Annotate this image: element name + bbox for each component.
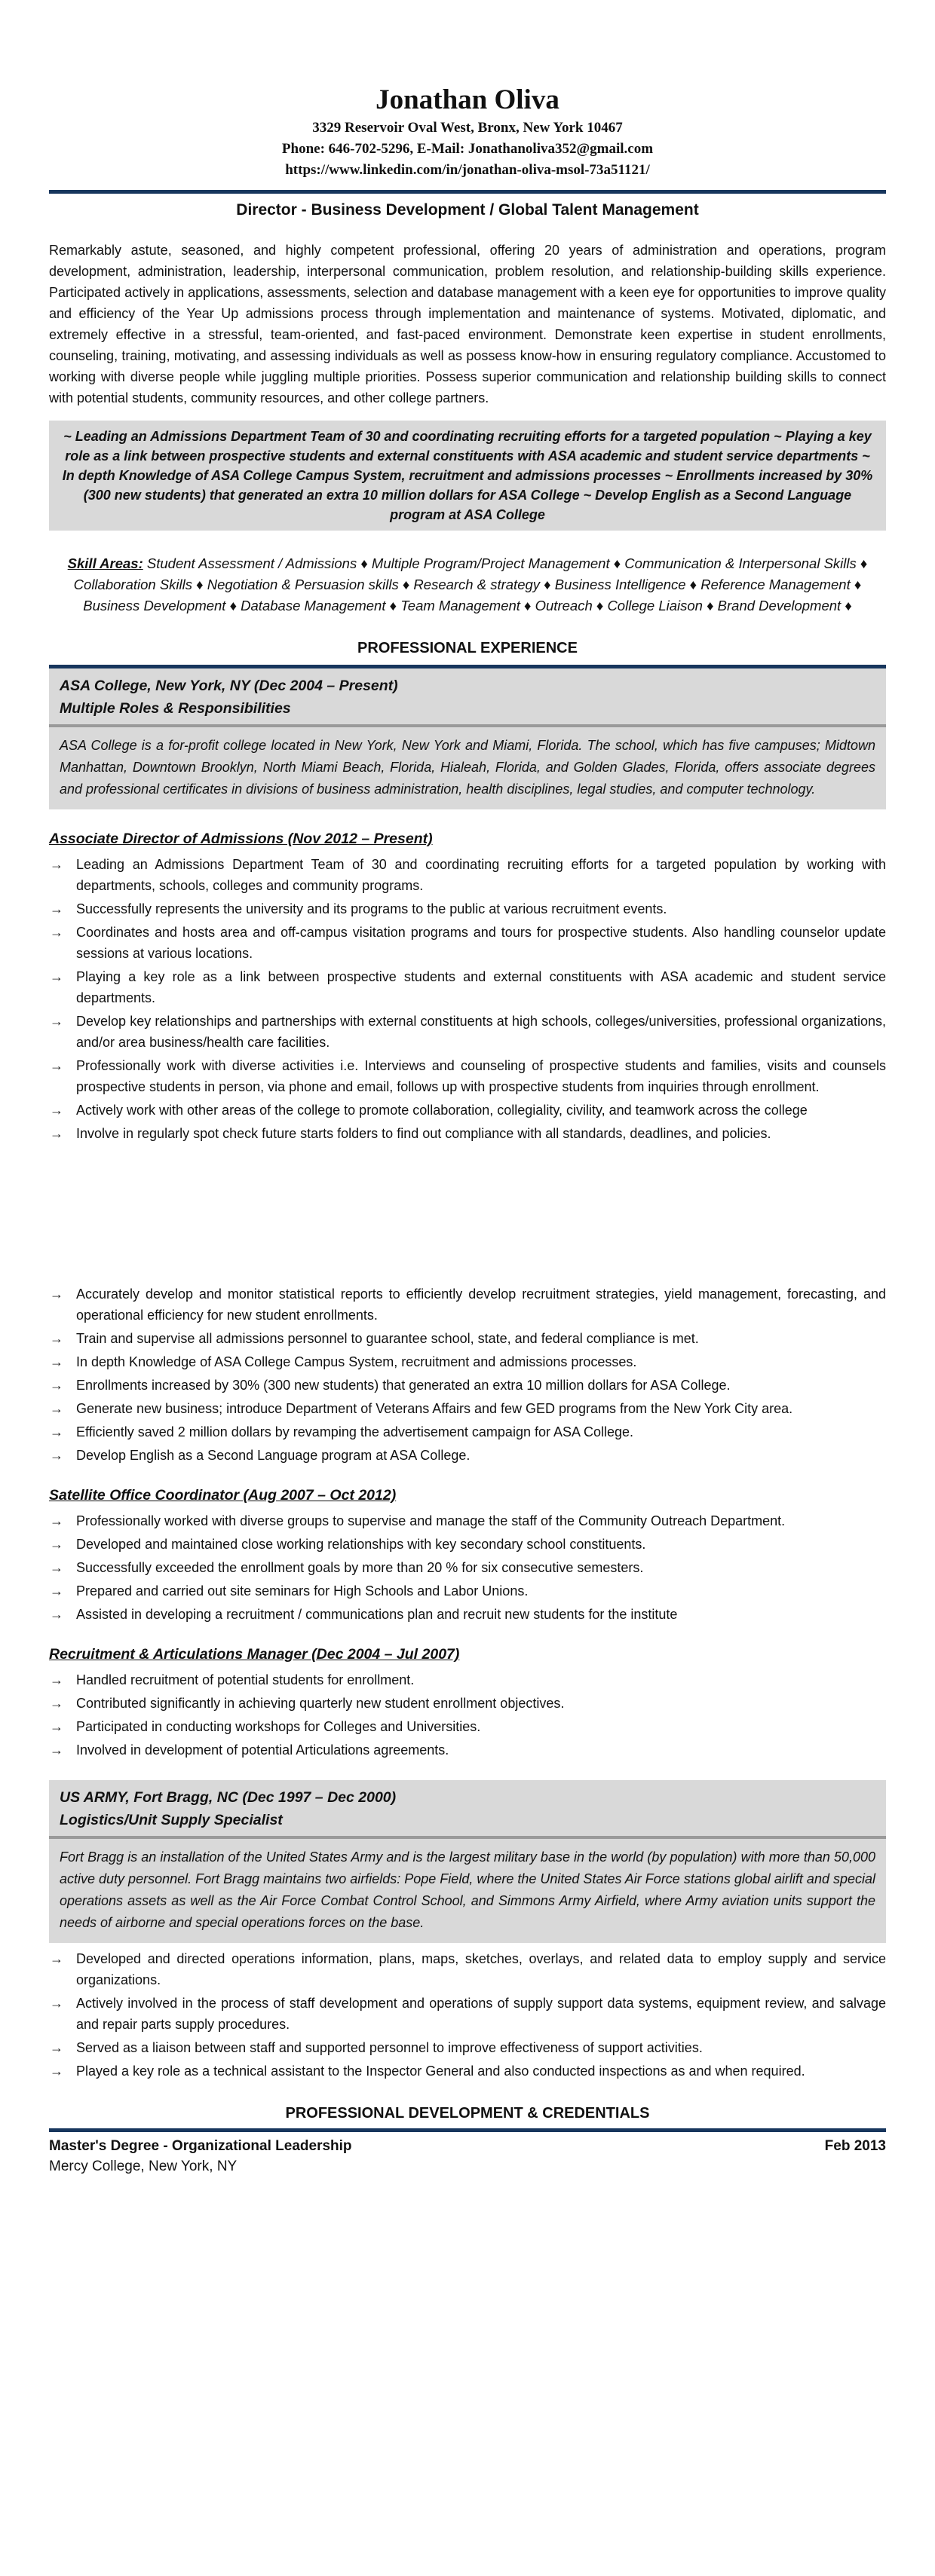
bullet-text: Actively work with other areas of the college to promote collaboration, collegiality, civility, and teamwork across the college bbox=[76, 1103, 808, 1118]
bullet-item bbox=[49, 854, 886, 896]
bullet-text: Train and supervise all admissions personnel to guarantee school, state, and federal compliance is met. bbox=[76, 1331, 699, 1346]
bullet-item bbox=[49, 1445, 886, 1466]
bullet-arrow-icon: → bbox=[50, 1058, 63, 1073]
bullet-item bbox=[49, 898, 886, 919]
bullet-text: Playing a key role as a link between prospective students and external constituents with ASA academic and student service departments. bbox=[76, 969, 886, 1005]
bullet-text: Develop key relationships and partnerships with external constituents at high schools, colleges/universities, professional organizations, and/or area business/health care facilities. bbox=[76, 1014, 886, 1050]
contact-phone-email: Phone: 646-702-5296, E-Mail: Jonathanoliva352@gmail.com bbox=[281, 141, 654, 157]
bullet-text: Actively involved in the process of staff development and operations of supply support data systems, equipment review, and salvage and repair parts supply procedures. bbox=[76, 1996, 886, 2032]
bullet-item bbox=[49, 1580, 886, 1602]
skill-areas-label: Skill Areas: bbox=[67, 555, 143, 571]
bullet-arrow-icon: → bbox=[50, 1513, 63, 1528]
role-title-recruitment-manager: Recruitment & Articulations Manager (Dec 2004 – Jul 2007) bbox=[49, 1646, 460, 1663]
bullet-arrow-icon: → bbox=[50, 925, 63, 940]
bullet-item bbox=[49, 1716, 886, 1737]
bullet-item bbox=[49, 1351, 886, 1372]
bullet-arrow-icon: → bbox=[50, 1560, 63, 1575]
skill-areas bbox=[49, 553, 886, 616]
resume-headline: Director - Business Development / Global Talent Management bbox=[236, 201, 699, 219]
bullet-text: Leading an Admissions Department Team of 30 and coordinating recruiting efforts for a targeted population by working with departments, schools, colleges and community programs. bbox=[76, 857, 886, 893]
bullet-text: Coordinates and hosts area and off-campus visitation programs and tours for prospective students. Also handling counselor update sessions at various locations. bbox=[76, 925, 886, 961]
bullet-item bbox=[49, 1510, 886, 1531]
bullet-arrow-icon: → bbox=[50, 1719, 63, 1734]
bullet-arrow-icon: → bbox=[50, 1354, 63, 1369]
bullet-item bbox=[49, 966, 886, 1008]
role-title-satellite-coordinator: Satellite Office Coordinator (Aug 2007 – Oct 2012) bbox=[49, 1487, 397, 1504]
bullet-item bbox=[49, 1534, 886, 1555]
development-rule bbox=[49, 2128, 886, 2132]
person-name: Jonathan Oliva bbox=[376, 84, 559, 115]
contact-linkedin-url: https://www.linkedin.com/in/jonathan-oliva-msol-73a51121/ bbox=[285, 162, 650, 178]
development-heading: PROFESSIONAL DEVELOPMENT & CREDENTIALS bbox=[285, 2105, 650, 2122]
bullet-item bbox=[49, 1693, 886, 1714]
bullet-text: Handled recruitment of potential students for enrollment. bbox=[76, 1672, 415, 1687]
employer-block-army bbox=[49, 1780, 886, 1943]
bullet-text: Played a key role as a technical assistant to the Inspector General and also conducted inspections as and when required. bbox=[76, 2064, 805, 2079]
bullet-item bbox=[49, 1993, 886, 2035]
bullet-arrow-icon: → bbox=[50, 1996, 63, 2011]
employer-header bbox=[49, 668, 886, 724]
bullet-arrow-icon: → bbox=[50, 2040, 63, 2055]
bullet-list-associate-director bbox=[49, 854, 886, 1144]
bullet-arrow-icon: → bbox=[50, 1424, 63, 1439]
bullet-item bbox=[49, 1283, 886, 1326]
bullet-item bbox=[49, 1328, 886, 1349]
bullet-text: Involve in regularly spot check future starts folders to find out compliance with all standards, deadlines, and policies. bbox=[76, 1126, 771, 1141]
bullet-arrow-icon: → bbox=[50, 1286, 63, 1302]
bullet-arrow-icon: → bbox=[50, 1583, 63, 1599]
bullet-text: Prepared and carried out site seminars for High Schools and Labor Unions. bbox=[76, 1583, 529, 1599]
bullet-text: Generate new business; introduce Department of Veterans Affairs and few GED programs from the New York City area. bbox=[76, 1401, 793, 1416]
bullet-item bbox=[49, 1055, 886, 1097]
employer-block-asa bbox=[49, 668, 886, 809]
bullet-item bbox=[49, 1421, 886, 1442]
degree-school: Mercy College, New York, NY bbox=[49, 2158, 238, 2174]
bullet-arrow-icon: → bbox=[50, 1672, 63, 1687]
bullet-item bbox=[49, 1011, 886, 1053]
resume-content bbox=[49, 84, 886, 2176]
bullet-arrow-icon: → bbox=[50, 1103, 63, 1118]
bullet-text: Developed and maintained close working relationships with key secondary school constituents. bbox=[76, 1537, 646, 1552]
role-title-associate-director: Associate Director of Admissions (Nov 2012 – Present) bbox=[49, 831, 433, 847]
bullet-item bbox=[49, 1604, 886, 1625]
degree-date: Feb 2013 bbox=[824, 2138, 886, 2154]
bullet-arrow-icon: → bbox=[50, 1607, 63, 1622]
bullet-arrow-icon: → bbox=[50, 1537, 63, 1552]
education-row bbox=[49, 2137, 886, 2155]
bullet-item bbox=[49, 1669, 886, 1690]
bullet-text: Efficiently saved 2 million dollars by revamping the advertisement campaign for ASA College. bbox=[76, 1424, 634, 1439]
bullet-text: Accurately develop and monitor statistical reports to efficiently develop recruitment strategies, yield management, forecasting, and operational efficiency for new student enrollments. bbox=[76, 1286, 886, 1323]
bullet-item bbox=[49, 1948, 886, 1990]
bullet-text: Served as a liaison between staff and supported personnel to improve effectiveness of support activities. bbox=[76, 2040, 703, 2055]
bullet-text: Develop English as a Second Language program at ASA College. bbox=[76, 1448, 471, 1463]
bullet-arrow-icon: → bbox=[50, 1126, 63, 1141]
employer-name-line: US ARMY, Fort Bragg, NC (Dec 1997 – Dec 2000) bbox=[60, 1789, 397, 1806]
bullet-text: Participated in conducting workshops for Colleges and Universities. bbox=[76, 1719, 481, 1734]
bullet-item bbox=[49, 2060, 886, 2082]
bullet-text: Developed and directed operations information, plans, maps, sketches, overlays, and related data to employ supply and service organizations. bbox=[76, 1951, 886, 1987]
bullet-item bbox=[49, 1398, 886, 1419]
bullet-arrow-icon: → bbox=[50, 857, 63, 872]
bullet-item bbox=[49, 1557, 886, 1578]
bullet-list-recruitment-manager bbox=[49, 1669, 886, 1761]
bullet-text: Successfully represents the university and its programs to the public at various recruitment events. bbox=[76, 901, 667, 916]
bullet-item bbox=[49, 922, 886, 964]
bullet-list-satellite-coordinator bbox=[49, 1510, 886, 1625]
employer-subtitle: Logistics/Unit Supply Specialist bbox=[60, 1812, 283, 1828]
bullet-arrow-icon: → bbox=[50, 1696, 63, 1711]
bullet-list-associate-director-continued bbox=[49, 1283, 886, 1466]
bullet-text: Contributed significantly in achieving quarterly new student enrollment objectives. bbox=[76, 1696, 565, 1711]
contact-address: 3329 Reservoir Oval West, Bronx, New York 10467 bbox=[312, 120, 623, 136]
bullet-item bbox=[49, 1375, 886, 1396]
page-break-gap bbox=[49, 1146, 886, 1278]
bullet-text: Successfully exceeded the enrollment goals by more than 20 % for six consecutive semesters. bbox=[76, 1560, 644, 1575]
degree-name: Master's Degree - Organizational Leadership bbox=[49, 2138, 352, 2154]
employer-name-line: ASA College, New York, NY (Dec 2004 – Present) bbox=[60, 678, 398, 694]
bullet-item bbox=[49, 1739, 886, 1761]
bullet-text: Professionally worked with diverse groups to supervise and manage the staff of the Community Outreach Department. bbox=[76, 1513, 786, 1528]
summary-paragraph: Remarkably astute, seasoned, and highly competent professional, offering 20 years of administration and operations, program development, administration, leadership, interpersonal communication, problem resolution, and relationship-building skills experience. Participated actively in applications, assessments, selection and database management with a keen eye for opportunities to improve quality and efficiency of the Year Up admissions process through implementation and maintenance of systems. Motivated, diplomatic, and extremely effective in a stressful, team-oriented, and fast-paced environment. Demonstrate keen expertise in student enrollments, counseling, training, motivating, and assessing individuals as well as possess know-how in ensuring regulatory compliance. Accustomed to working with diverse people while juggling multiple priorities. Possess superior communication and relationship building skills to connect with potential students, community resources, and other college partners. bbox=[49, 243, 886, 405]
bullet-arrow-icon: → bbox=[50, 1401, 63, 1416]
bullet-arrow-icon: → bbox=[50, 1014, 63, 1029]
bullet-text: Enrollments increased by 30% (300 new students) that generated an extra 10 million dollars for ASA College. bbox=[76, 1378, 731, 1393]
bullet-arrow-icon: → bbox=[50, 2064, 63, 2079]
bullet-arrow-icon: → bbox=[50, 969, 63, 984]
employer-description: Fort Bragg is an installation of the United States Army and is the largest military base in the world (by population) with more than 50,000 active duty personnel. Fort Bragg maintains two airfields: Pope Field, where the United States Air Force stations global airlift and special operations assets as well as the Air Force Combat Control School, and Simmons Army Airfield, where Army aviation units support the needs of airborne and special operations forces on the base. bbox=[60, 1849, 875, 1930]
bullet-arrow-icon: → bbox=[50, 1378, 63, 1393]
employer-subtitle: Multiple Roles & Responsibilities bbox=[60, 700, 291, 717]
bullet-arrow-icon: → bbox=[50, 1331, 63, 1346]
bullet-item bbox=[49, 1123, 886, 1144]
skill-areas-list: Student Assessment / Admissions ♦ Multiple Program/Project Management ♦ Communication & Interpersonal Skills ♦ Collaboration Skills ♦ Negotiation & Persuasion skills ♦ Research & strategy ♦ Business Intelligence ♦ Reference Management ♦ Business Development ♦ Database Management ♦ Team Management ♦ Outreach ♦ College Liaison ♦ Brand Development ♦ bbox=[73, 555, 868, 613]
bullet-arrow-icon: → bbox=[50, 901, 63, 916]
bullet-item bbox=[49, 1100, 886, 1121]
bullet-list-army bbox=[49, 1948, 886, 2082]
bullet-text: Professionally work with diverse activities i.e. Interviews and counseling of prospective students and families, visits and counsels prospective students in person, via phone and email, follows up with prospective students from inquiries through enrollment. bbox=[76, 1058, 886, 1094]
highlights-box: ~ Leading an Admissions Department Team of 30 and coordinating recruiting efforts for a targeted population ~ Playing a key role as a link between prospective students and external constituents with ASA academic and student service departments ~ In depth Knowledge of ASA College Campus System, recruitment and admissions processes ~ Enrollments increased by 30% (300 new students) that generated an extra 10 million dollars for ASA College ~ Develop English as a Second Language program at ASA College bbox=[49, 421, 886, 531]
bullet-item bbox=[49, 2037, 886, 2058]
employer-description: ASA College is a for-profit college located in New York, New York and Miami, Florida. The school, which has five campuses; Midtown Manhattan, Downtown Brooklyn, North Miami Beach, Florida, Hialeah, Florida, and Golden Glades, Florida, offers associate degrees and professional certificates in divisions of business administration, health disciplines, legal studies, and computer technology. bbox=[60, 738, 875, 797]
bullet-text: Assisted in developing a recruitment / communications plan and recruit new students for the institute bbox=[76, 1607, 678, 1622]
experience-heading: PROFESSIONAL EXPERIENCE bbox=[357, 640, 578, 656]
bullet-arrow-icon: → bbox=[50, 1742, 63, 1758]
bullet-text: Involved in development of potential Articulations agreements. bbox=[76, 1742, 449, 1758]
header-rule bbox=[49, 190, 886, 194]
bullet-text: In depth Knowledge of ASA College Campus System, recruitment and admissions processes. bbox=[76, 1354, 637, 1369]
employer-header bbox=[49, 1780, 886, 1836]
bullet-arrow-icon: → bbox=[50, 1448, 63, 1463]
bullet-arrow-icon: → bbox=[50, 1951, 63, 1966]
